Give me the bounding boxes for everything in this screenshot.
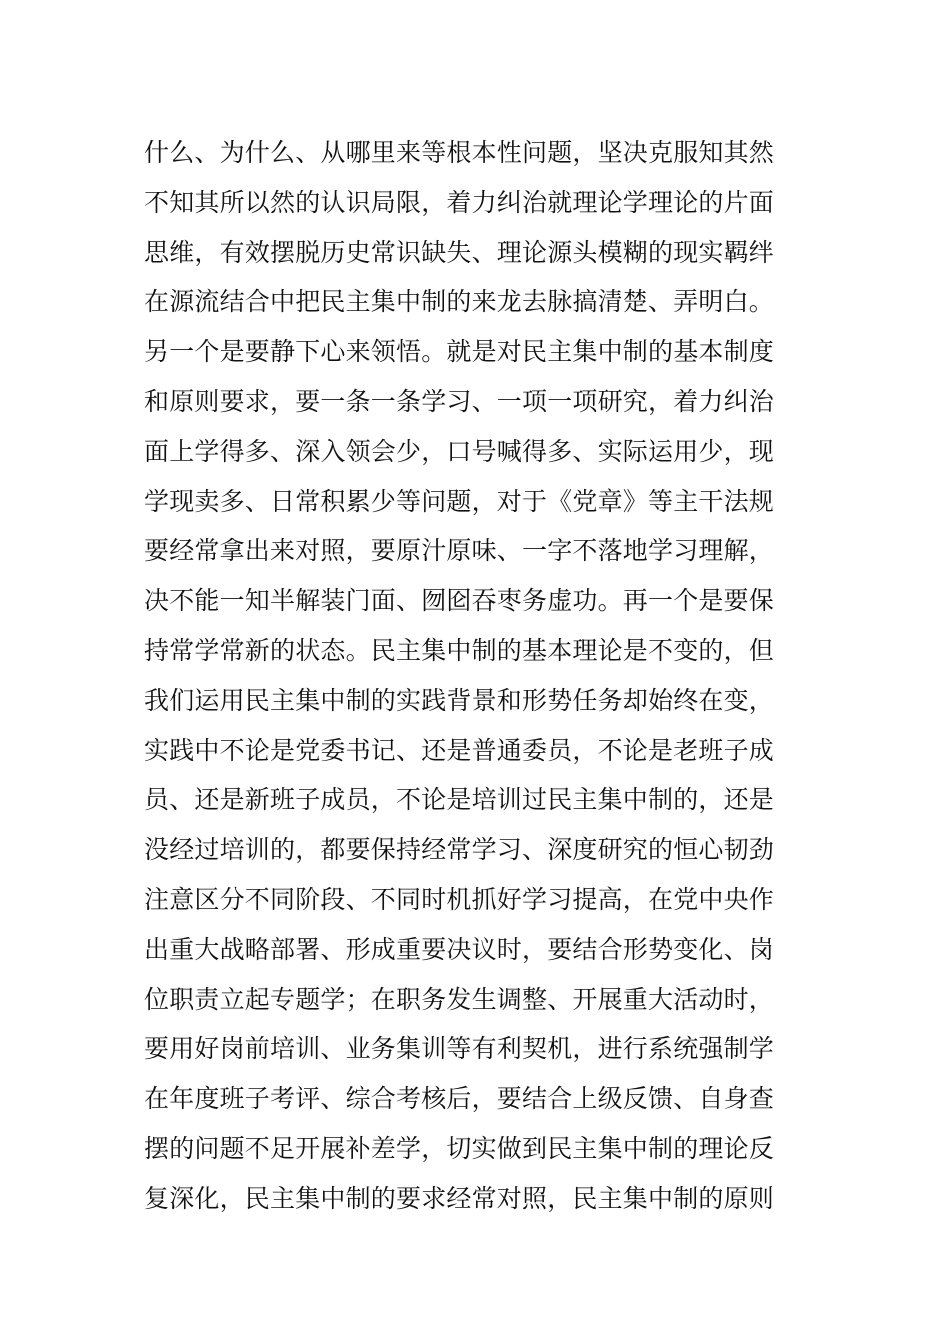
text-line: 决不能一知半解装门面、囫囵吞枣务虚功。再一个是要保 (144, 586, 775, 616)
text-line: 注意区分不同阶段、不同时机抓好学习提高，在党中央作 (144, 884, 775, 914)
text-line: 在源流结合中把民主集中制的来龙去脉搞清楚、弄明白。 (144, 287, 775, 317)
text-line: 摆的问题不足开展补差学，切实做到民主集中制的理论反 (144, 1133, 775, 1163)
text-line: 什么、为什么、从哪里来等根本性问题，坚决克服知其然 (144, 138, 775, 167)
text-line: 持常学常新的状态。民主集中制的基本理论是不变的，但 (144, 635, 775, 665)
body-paragraph (144, 128, 824, 1224)
text-line: 和原则要求，要一条一条学习、一项一项研究，着力纠治 (144, 386, 775, 416)
text-line: 我们运用民主集中制的实践背景和形势任务却始终在变， (144, 685, 775, 715)
text-line: 复深化，民主集中制的要求经常对照，民主集中制的原则 (144, 1183, 775, 1213)
text-line: 不知其所以然的认识局限，着力纠治就理论学理论的片面 (144, 187, 775, 217)
text-line: 实践中不论是党委书记、还是普通委员，不论是老班子成 (144, 735, 775, 765)
text-line: 位职责立起专题学；在职务发生调整、开展重大活动时， (144, 984, 775, 1014)
text-line: 员、还是新班子成员，不论是培训过民主集中制的，还是 (144, 785, 775, 815)
text-line: 出重大战略部署、形成重要决议时，要结合形势变化、岗 (144, 934, 775, 964)
text-line: 思维，有效摆脱历史常识缺失、理论源头模糊的现实羁绊 (144, 237, 775, 267)
text-line: 要用好岗前培训、业务集训等有利契机，进行系统强制学 (144, 1034, 775, 1064)
text-line: 在年度班子考评、综合考核后，要结合上级反馈、自身查 (144, 1084, 775, 1114)
text-line: 面上学得多、深入领会少，口号喊得多、实际运用少，现 (144, 436, 775, 466)
text-line: 学现卖多、日常积累少等问题，对于《党章》等主干法规 (144, 486, 775, 516)
text-line: 另一个是要静下心来领悟。就是对民主集中制的基本制度 (144, 337, 775, 367)
text-line: 没经过培训的，都要保持经常学习、深度研究的恒心韧劲 (144, 835, 775, 865)
text-line: 要经常拿出来对照，要原汁原味、一字不落地学习理解， (144, 536, 775, 566)
